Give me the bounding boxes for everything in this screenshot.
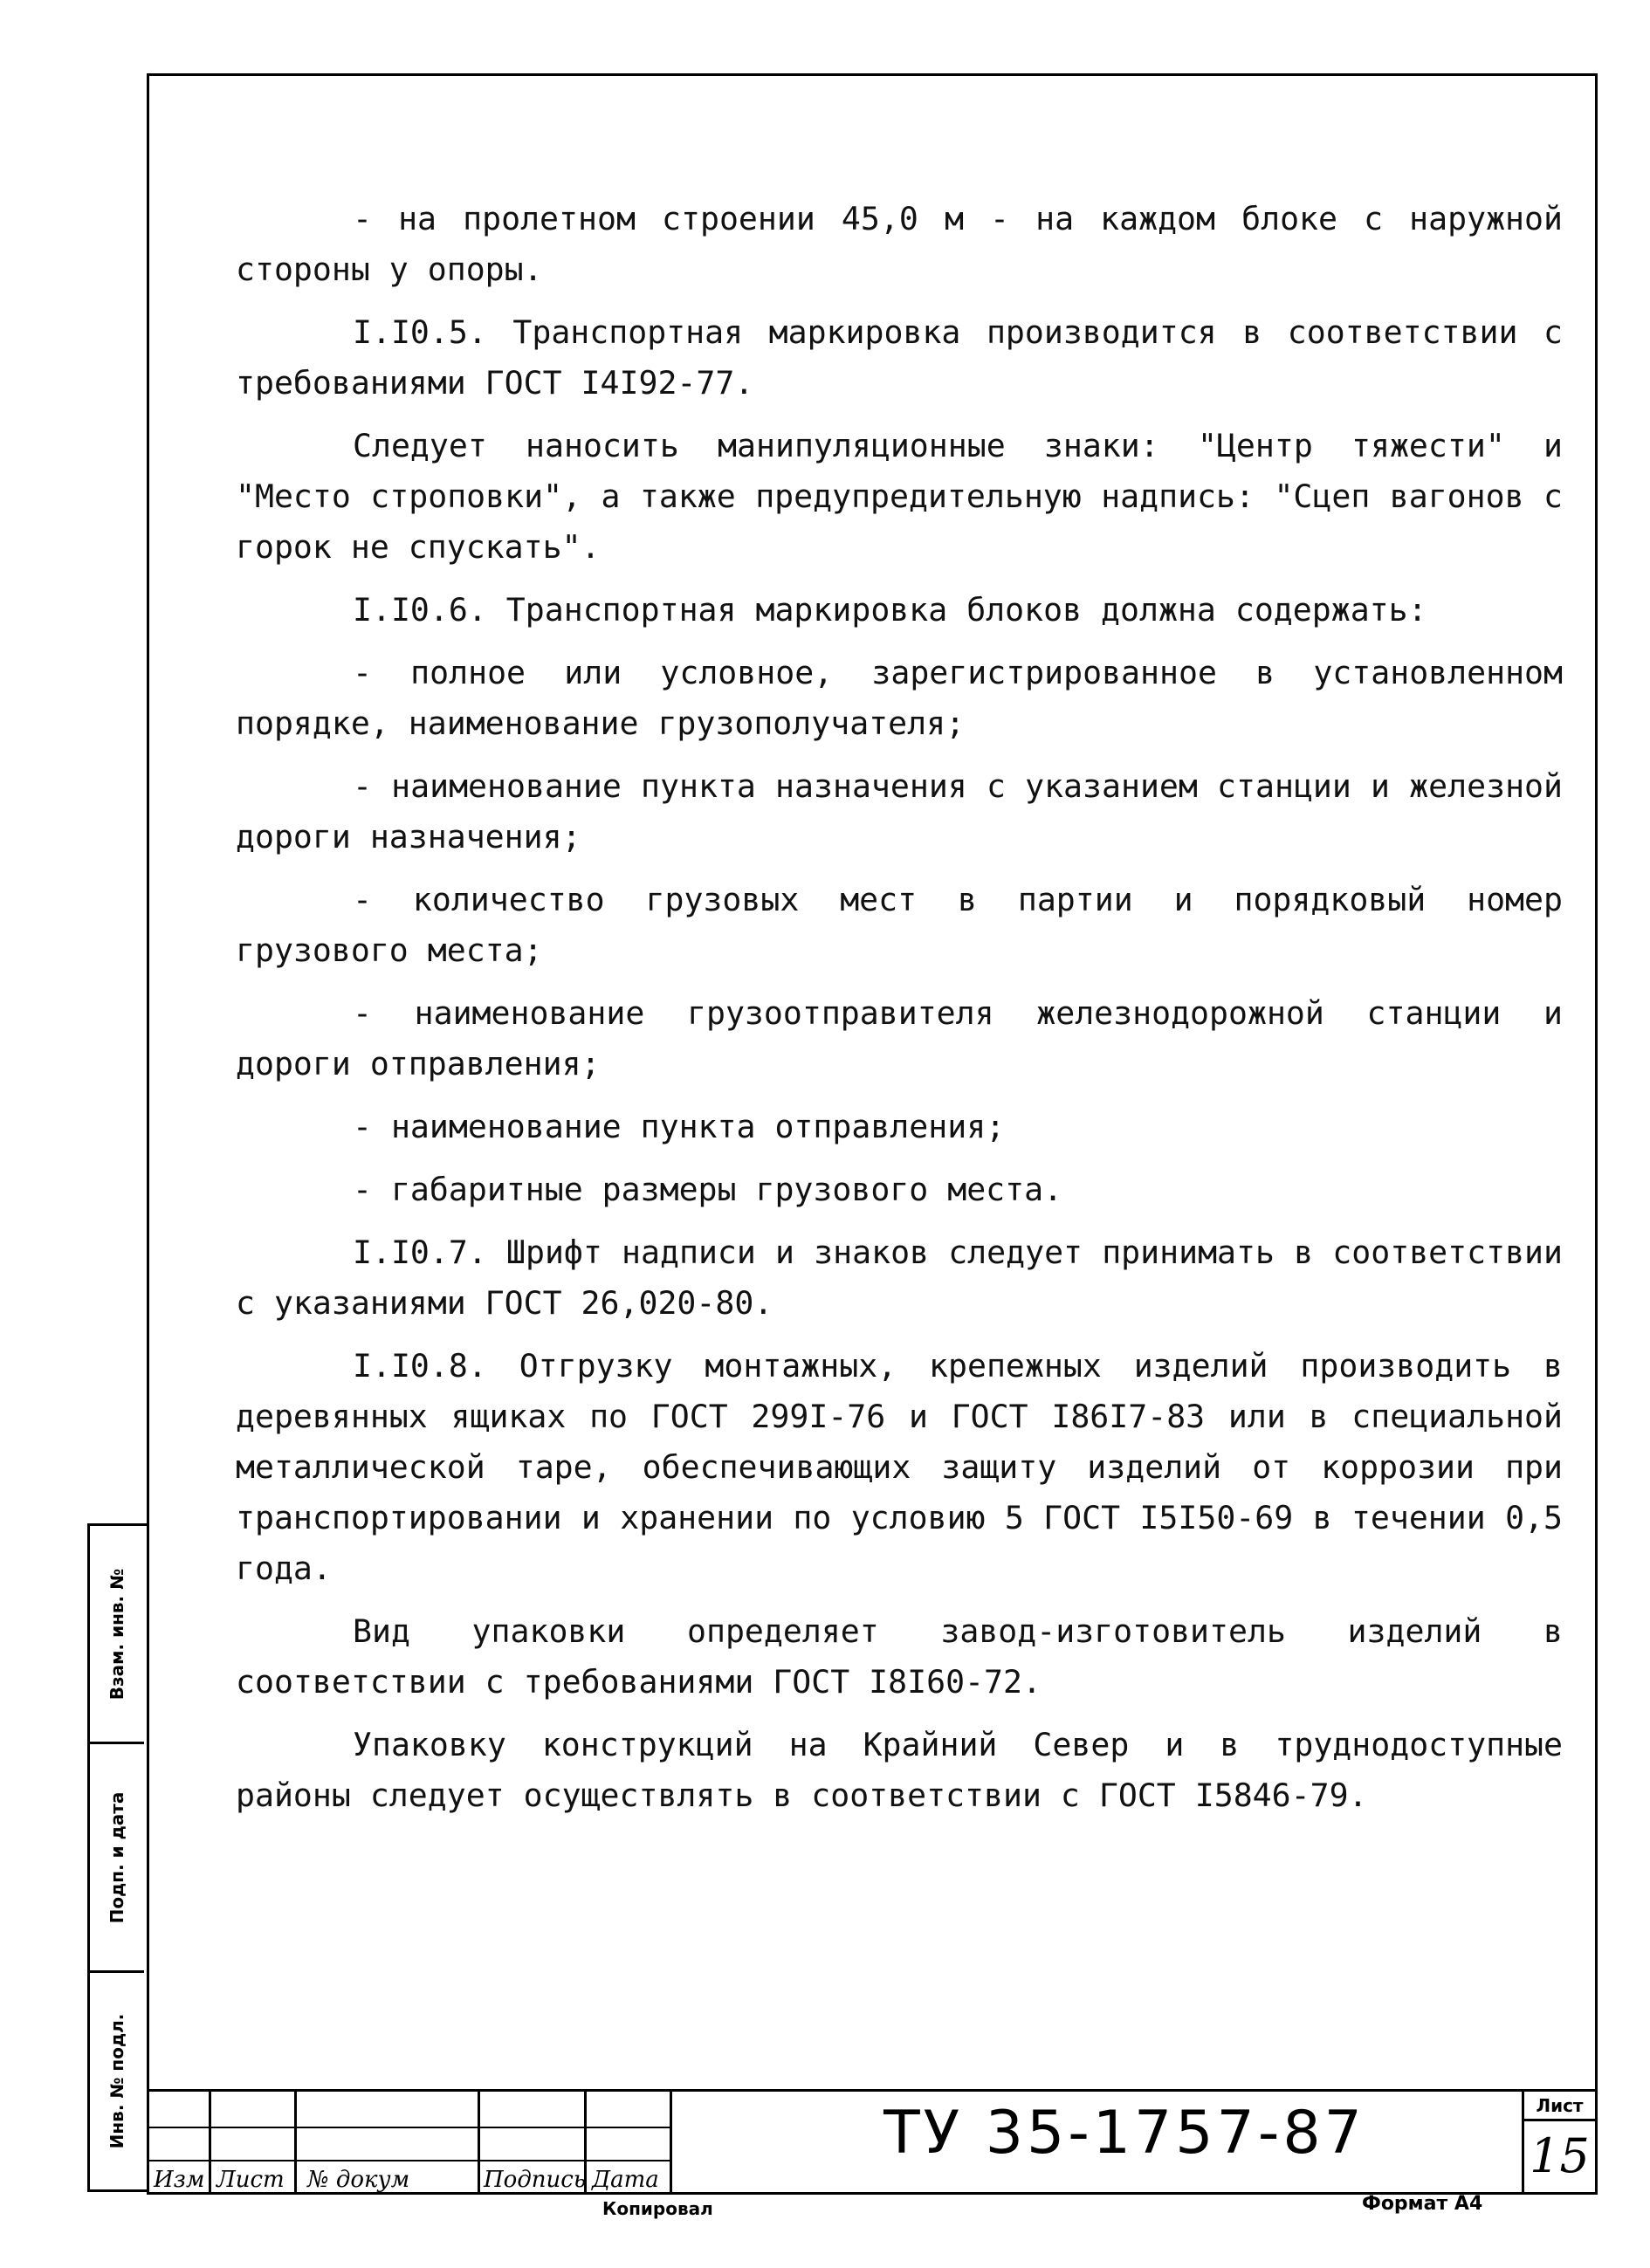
body-paragraph: - наименование грузоотправителя железнодорожной станции и дороги отправления; (236, 994, 1563, 1082)
footer-copied: Копировал (602, 2198, 713, 2219)
title-col-caption: Дата (592, 2167, 659, 2193)
side-label-sign-date: Подп. и дата (107, 1791, 127, 1923)
sheet-label: Лист (1524, 2092, 1595, 2121)
body-paragraph: I.I0.5. Транспортная маркировка производится в соответствии с требованиями ГОСТ I4I92-77. (236, 313, 1563, 402)
title-block (147, 2089, 1598, 2195)
body-paragraph: - полное или условное, зарегистрированное в установленном порядке, наименование грузополучателя; (236, 654, 1563, 742)
footer-format: Формат А4 (1362, 2193, 1483, 2215)
body-paragraph: - габаритные размеры грузового места. (353, 1171, 1063, 1208)
title-col-caption: Изм (154, 2167, 205, 2193)
title-col-list (211, 2092, 297, 2195)
side-cell-exchange (90, 1526, 144, 1744)
side-stamp-strip (87, 1523, 147, 2192)
title-col-doc (297, 2092, 480, 2195)
side-cell-inv-original (90, 1973, 144, 2189)
body-paragraph: I.I0.6. Транспортная маркировка блоков должна содержать: (353, 591, 1427, 629)
side-label-inv-original: Инв. № подл. (107, 2013, 127, 2149)
body-paragraph: I.I0.8. Отгрузку монтажных, крепежных изделий производить в деревянных ящиках по ГОСТ 299I-76 и ГОСТ I86I7-83 или в специальной металлической таре, обеспечивающих защиту изделий от коррозии при транспортировании и хранении по условию 5 ГОСТ I5I50-69 в течении 0,5 года. (236, 1347, 1563, 1587)
body-paragraph: I.I0.7. Шрифт надписи и знаков следует принимать в соответствии с указаниями ГОСТ 26,020-80. (236, 1234, 1563, 1322)
body-paragraph: Вид упаковки определяет завод-изготовитель изделий в соответствии с требованиями ГОСТ I8I60-72. (236, 1612, 1563, 1701)
body-paragraph: Следует наносить манипуляционные знаки: "Центр тяжести" и "Место строповки", а также предупредительную надпись: "Сцеп вагонов с горок не спускать". (236, 427, 1563, 566)
title-col-caption: № докум (307, 2167, 410, 2193)
side-label-exchange: Взам. инв. № (107, 1568, 127, 1700)
side-cell-sign-date (90, 1744, 144, 1973)
body-paragraph: - на пролетном строении 45,0 м - на каждом блоке с наружной стороны у опоры. (236, 200, 1563, 288)
sheet-box (1522, 2092, 1595, 2192)
title-col-caption: Подпись (484, 2167, 587, 2193)
document-body (236, 194, 1563, 1833)
title-col-date (587, 2092, 672, 2195)
body-paragraph: Упаковку конструкций на Крайний Север и в труднодоступные районы следует осуществлять в соответствии с ГОСТ I5846-79. (236, 1726, 1563, 1814)
title-col-sign (480, 2092, 587, 2195)
title-col-izm (147, 2092, 211, 2195)
body-paragraph: - количество грузовых мест в партии и порядковый номер грузового места; (236, 881, 1563, 969)
sheet-number: 15 (1530, 2128, 1590, 2183)
title-col-caption: Лист (217, 2167, 285, 2193)
body-paragraph: - наименование пункта назначения с указанием станции и железной дороги назначения; (236, 767, 1563, 856)
body-paragraph: - наименование пункта отправления; (353, 1108, 1006, 1145)
document-code: ТУ 35-1757-87 (883, 2099, 1365, 2168)
